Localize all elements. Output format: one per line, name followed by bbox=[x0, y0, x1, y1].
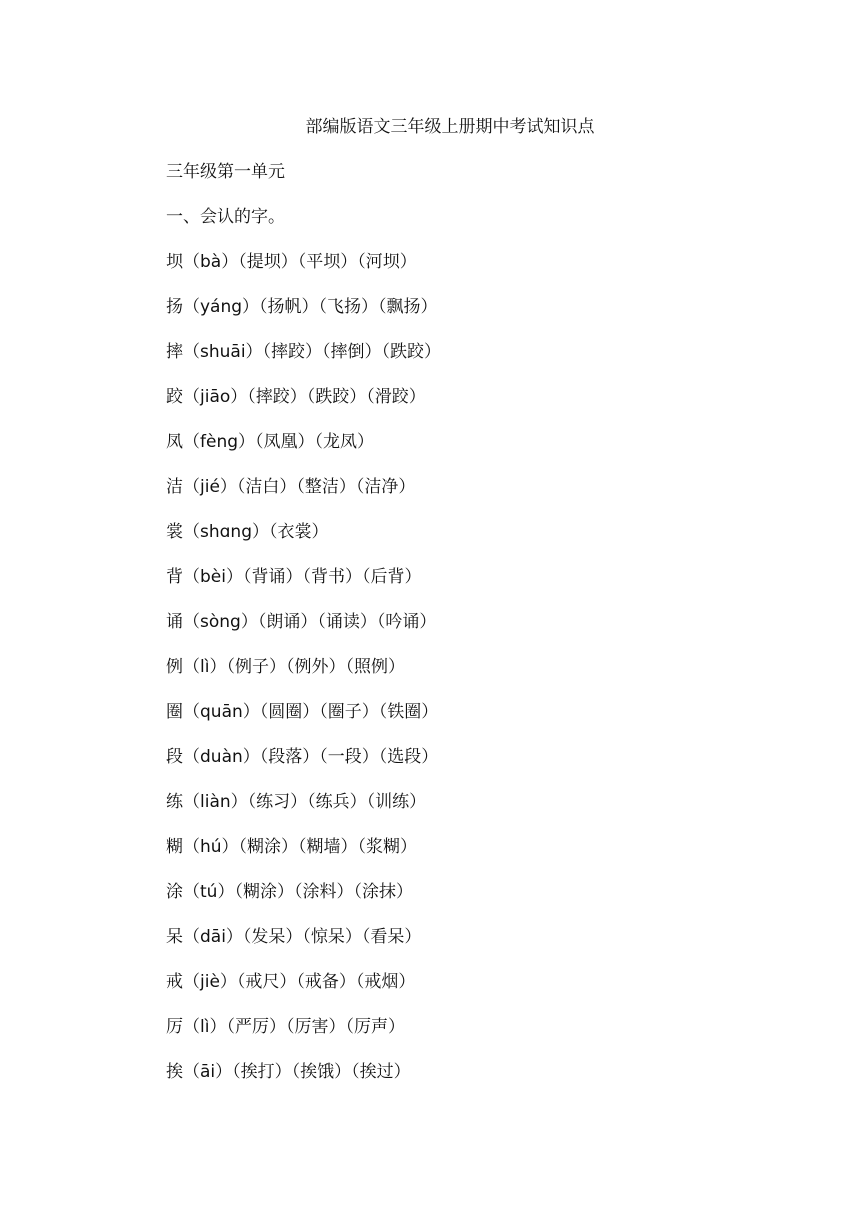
character-entry: 凤（fèng）（凤凰）（龙凤） bbox=[166, 432, 375, 452]
character-entry: 挨（āi）（挨打）（挨饿）（挨过） bbox=[166, 1062, 411, 1082]
character-entry: 扬（yáng）（扬帆）（飞扬）（飘扬） bbox=[166, 297, 438, 317]
character-entry: 背（bèi）（背诵）（背书）（后背） bbox=[166, 567, 422, 587]
character-entry: 厉（lì）（严厉）（厉害）（厉声） bbox=[166, 1017, 405, 1037]
character-entry: 诵（sòng）（朗诵）（诵读）（吟诵） bbox=[166, 612, 437, 632]
character-entry: 戒（jiè）（戒尺）（戒备）（戒烟） bbox=[166, 972, 416, 992]
document-body bbox=[166, 159, 726, 1104]
character-entry: 段（duàn）（段落）（一段）（选段） bbox=[166, 747, 439, 767]
character-entry: 例（lì）（例子）（例外）（照例） bbox=[166, 657, 405, 677]
character-entry: 呆（dāi）（发呆）（惊呆）（看呆） bbox=[166, 927, 422, 947]
character-entry: 坝（bà）（提坝）（平坝）（河坝） bbox=[166, 252, 417, 272]
character-entry: 洁（jié）（洁白）（整洁）（洁净） bbox=[166, 477, 416, 497]
character-entry: 跤（jiāo）（摔跤）（跌跤）（滑跤） bbox=[166, 387, 426, 407]
section-heading: 一、会认的字。 bbox=[166, 207, 285, 227]
unit-heading: 三年级第一单元 bbox=[166, 162, 285, 182]
character-entry: 涂（tú）（糊涂）（涂料）（涂抹） bbox=[166, 882, 413, 902]
character-entry: 摔（shuāi）（摔跤）（摔倒）（跌跤） bbox=[166, 342, 442, 362]
character-entry: 圈（quān）（圆圈）（圈子）（铁圈） bbox=[166, 702, 439, 722]
character-entry: 练（liàn）（练习）（练兵）（训练） bbox=[166, 792, 427, 812]
character-entry: 裳（shɑng）（衣裳） bbox=[166, 522, 329, 542]
character-entry: 糊（hú）（糊涂）（糊墙）（浆糊） bbox=[166, 837, 418, 857]
document-title: 部编版语文三年级上册期中考试知识点 bbox=[305, 117, 595, 137]
